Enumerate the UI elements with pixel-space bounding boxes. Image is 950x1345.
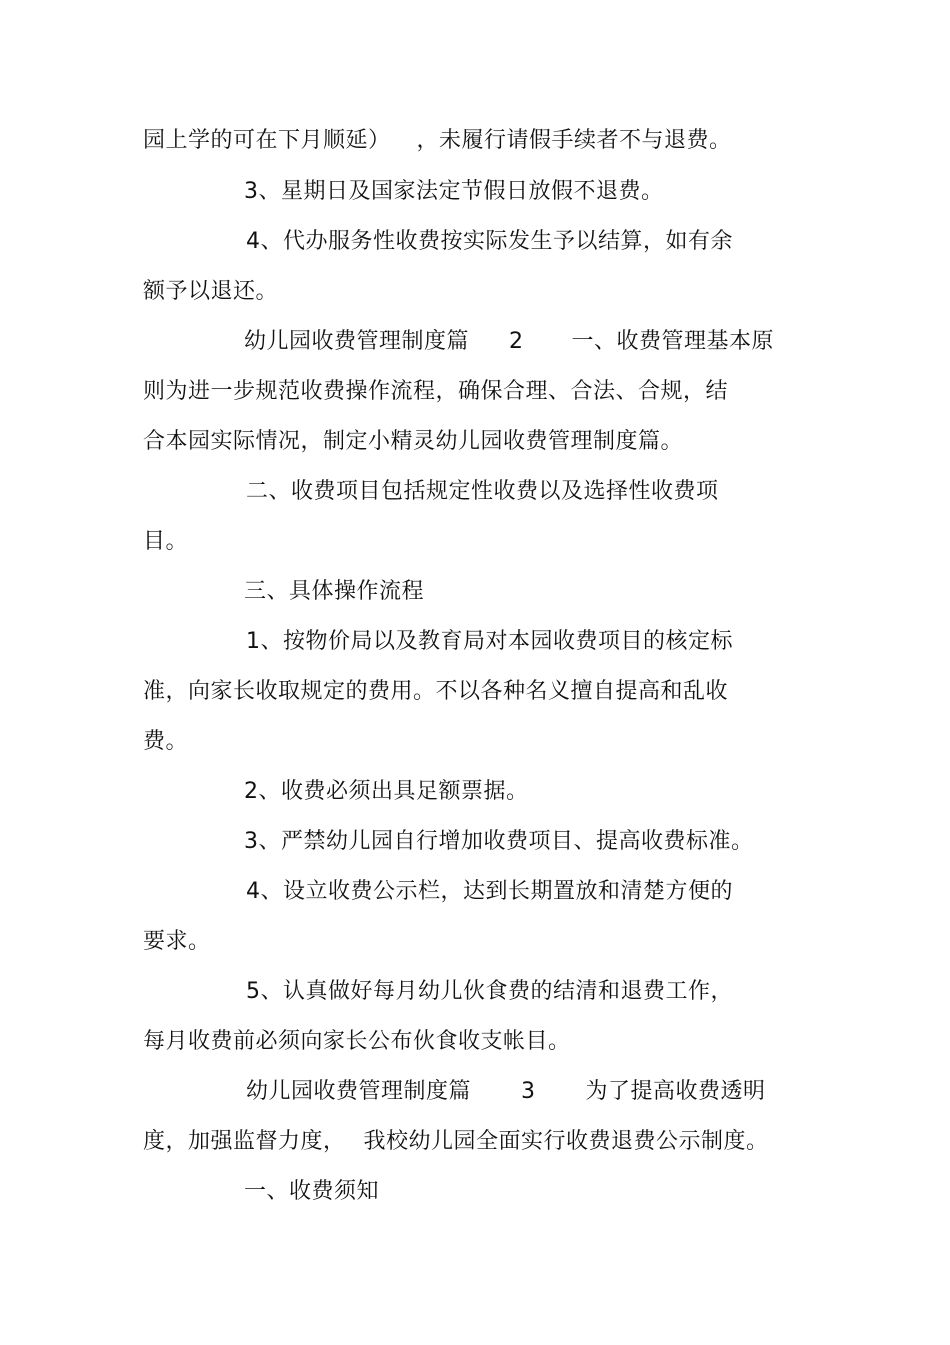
- text-segment: 为了提高收费透明: [585, 1079, 766, 1104]
- text-segment: 费。: [143, 729, 189, 754]
- text-line: [143, 927, 211, 957]
- text-segment: 2、收费必须出具足额票据。: [244, 779, 529, 804]
- text-segment: 要求。: [143, 929, 211, 954]
- text-segment: 一、收费须知: [244, 1179, 380, 1204]
- text-segment: 合本园实际情况，制定小精灵幼儿园收费管理制度篇。: [143, 429, 684, 454]
- text-line: [246, 877, 733, 907]
- text-line: [143, 126, 732, 156]
- text-line: [143, 1027, 571, 1057]
- text-segment: 5、认真做好每月幼儿伙食费的结清和退费工作，: [246, 979, 733, 1004]
- text-line: [246, 627, 733, 657]
- text-line: [246, 477, 719, 507]
- text-line: [143, 677, 728, 707]
- text-segment: 我校幼儿园全面实行收费退费公示制度。: [363, 1129, 769, 1154]
- text-line: [246, 1077, 766, 1107]
- text-segment: 园上学的可在下月顺延）: [143, 128, 391, 153]
- text-segment: 4、代办服务性收费按实际发生予以结算，如有余: [246, 229, 733, 254]
- text-line: [143, 527, 188, 557]
- text-line: [244, 177, 664, 207]
- text-segment: ，未履行请假手续者不与退费。: [416, 128, 732, 153]
- text-segment: 2: [509, 329, 524, 354]
- text-segment: 二、收费项目包括规定性收费以及选择性收费项: [246, 479, 719, 504]
- text-line: [143, 427, 683, 457]
- text-segment: 3、星期日及国家法定节假日放假不退费。: [244, 179, 664, 204]
- text-segment: 幼儿园收费管理制度篇: [246, 1079, 472, 1104]
- text-line: [143, 727, 188, 757]
- text-segment: 一、收费管理基本原: [571, 329, 775, 354]
- text-line: [143, 277, 278, 307]
- text-line: [244, 1177, 379, 1207]
- text-line: [244, 827, 754, 857]
- text-segment: 幼儿园收费管理制度篇: [244, 329, 470, 354]
- text-segment: 每月收费前必须向家长公布伙食收支帐目。: [143, 1029, 571, 1054]
- text-segment: 度，加强监督力度，: [143, 1129, 346, 1154]
- text-line: [143, 377, 728, 407]
- text-segment: 三、具体操作流程: [244, 579, 425, 604]
- text-segment: 额予以退还。: [143, 279, 279, 304]
- text-line: [244, 577, 424, 607]
- text-segment: 则为进一步规范收费操作流程，确保合理、合法、合规，结: [143, 379, 729, 404]
- text-line: [244, 327, 774, 357]
- text-segment: 3、严禁幼儿园自行增加收费项目、提高收费标准。: [244, 829, 754, 854]
- text-line: [246, 227, 733, 257]
- text-segment: 3: [521, 1079, 536, 1104]
- text-segment: 目。: [143, 529, 189, 554]
- text-segment: 准，向家长收取规定的费用。不以各种名义擅自提高和乱收: [143, 679, 729, 704]
- text-segment: 1、按物价局以及教育局对本园收费项目的核定标: [246, 629, 733, 654]
- text-line: [244, 777, 529, 807]
- text-segment: 4、设立收费公示栏，达到长期置放和清楚方便的: [246, 879, 733, 904]
- text-line: [143, 1127, 769, 1157]
- text-line: [246, 977, 733, 1007]
